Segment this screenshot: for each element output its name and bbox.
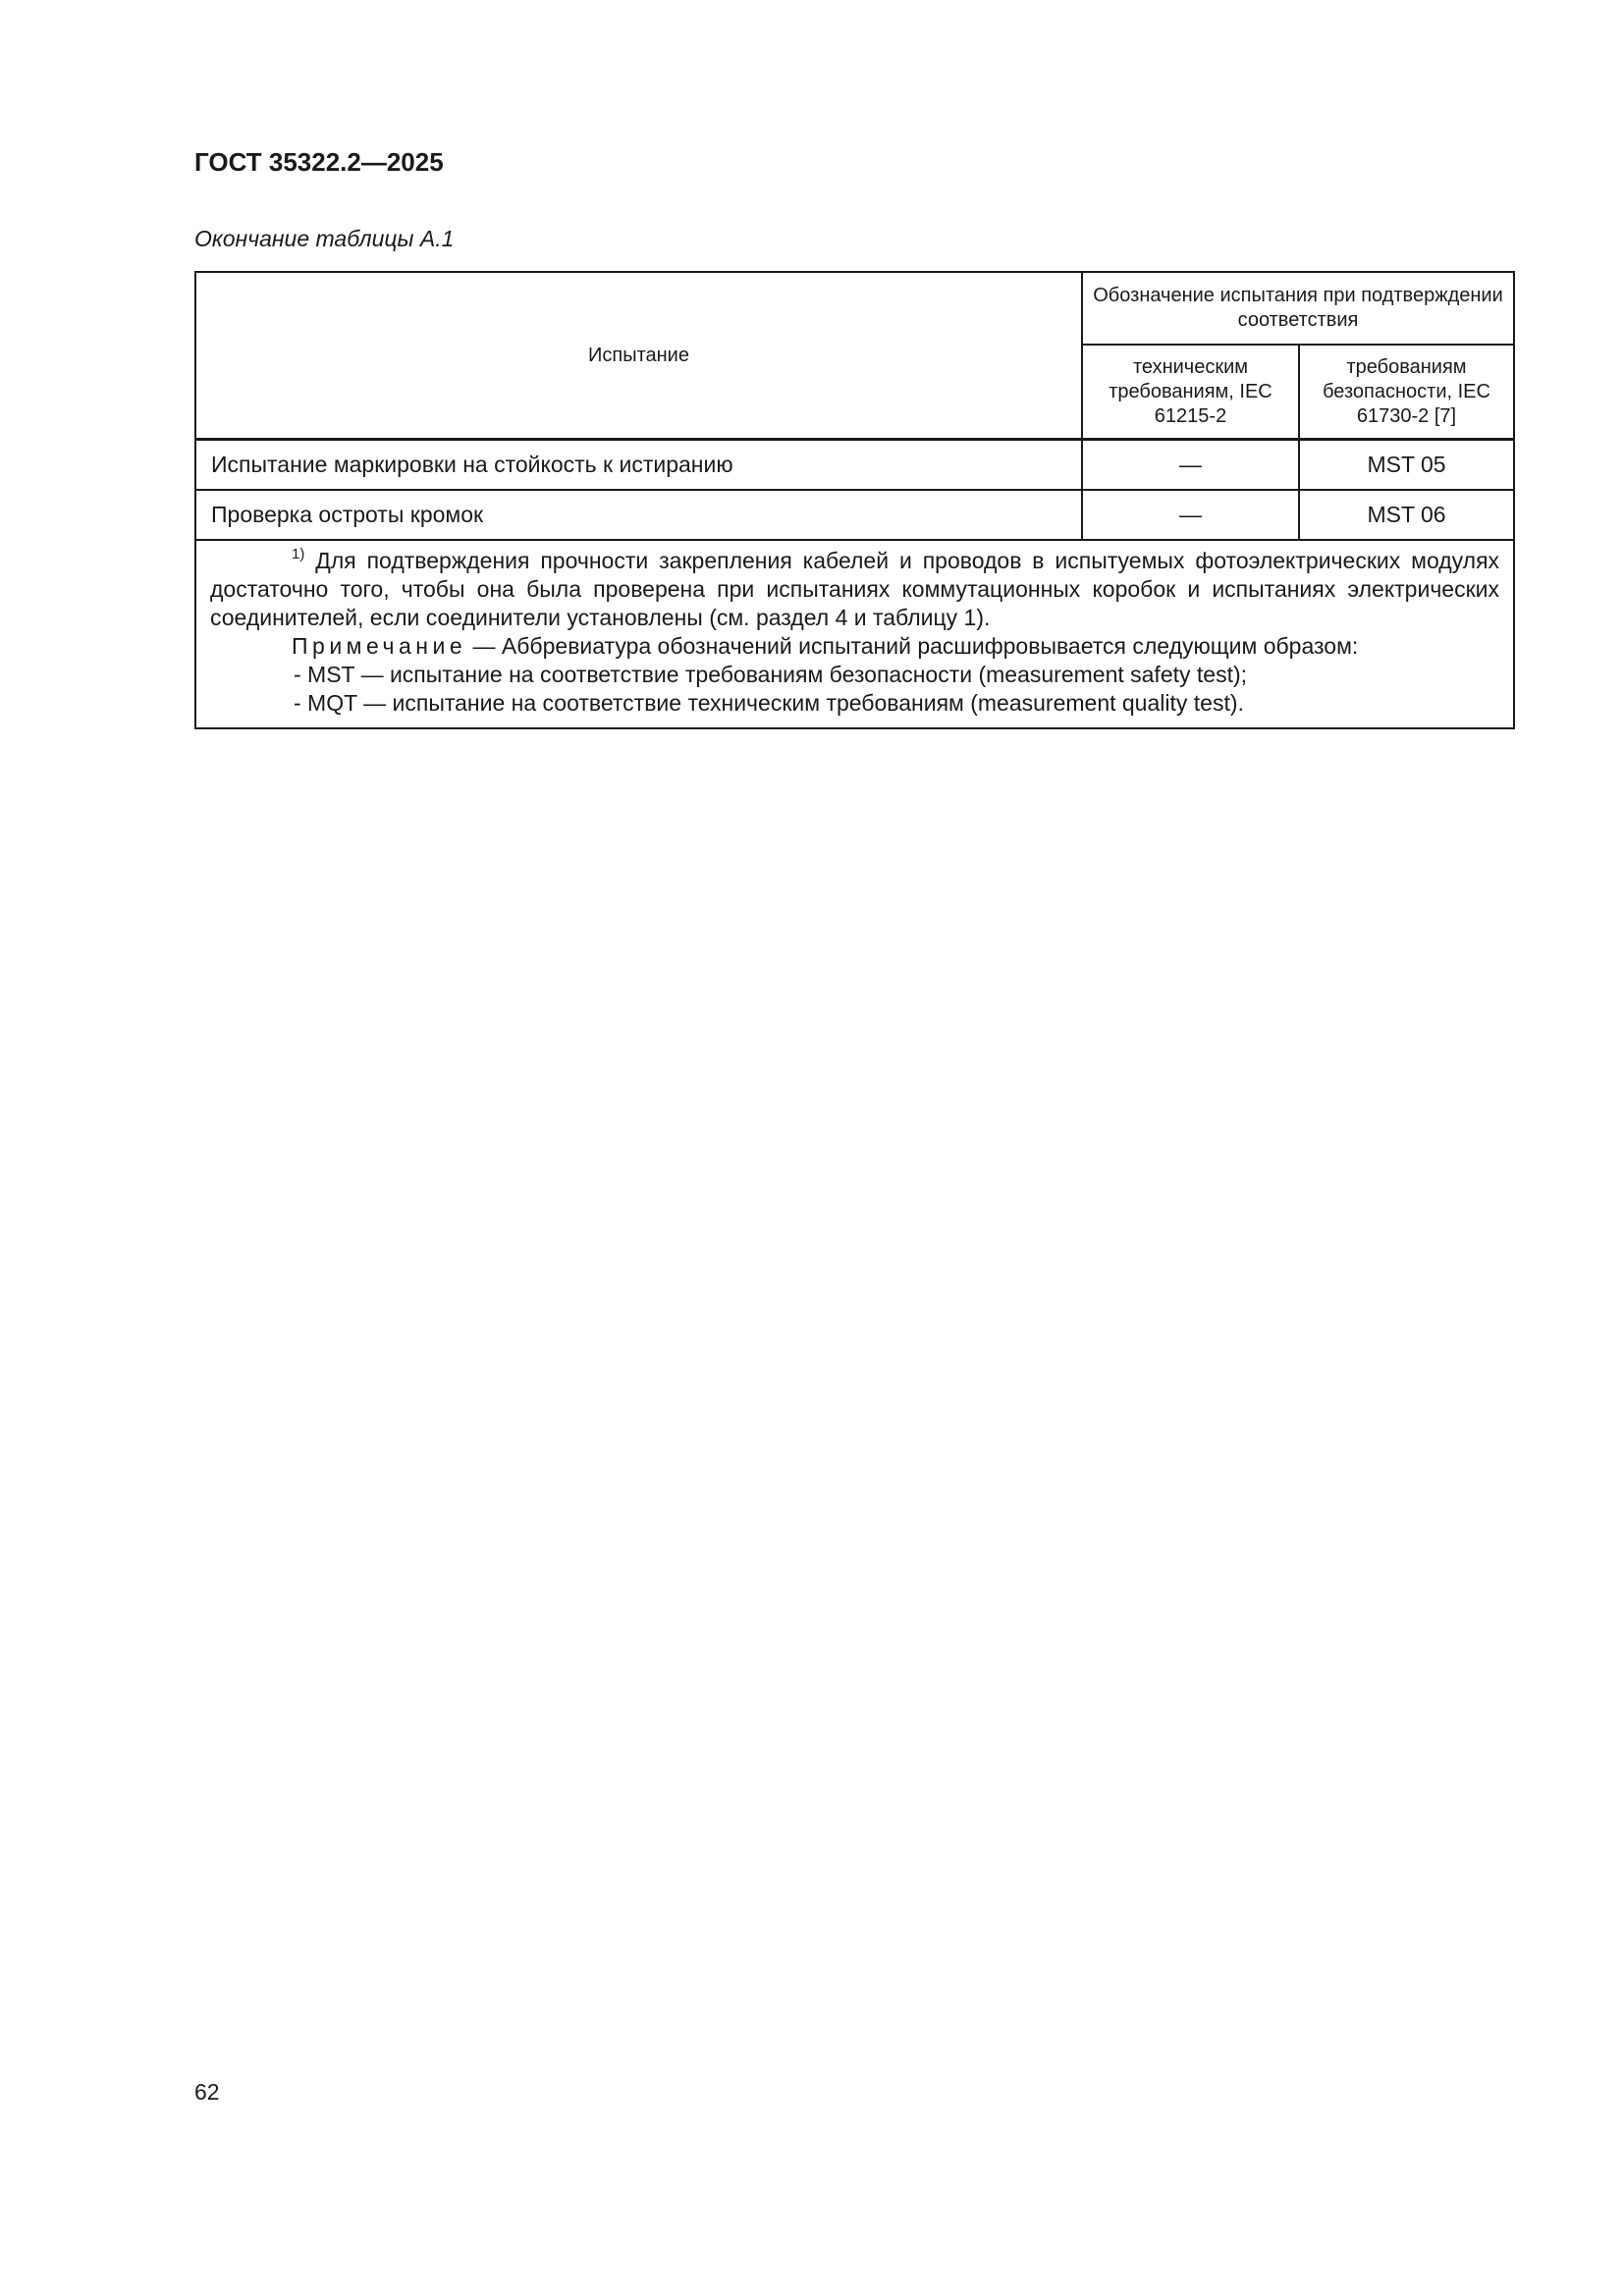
safety-code: MST 06 bbox=[1299, 490, 1514, 540]
header-designation: Обозначение испытания при подтверждении соответствия bbox=[1082, 272, 1514, 345]
note bbox=[210, 632, 1499, 661]
note-text: — Аббревиатура обозначений испытаний расшифровывается следующим образом: bbox=[466, 633, 1359, 659]
footnote-marker: 1) bbox=[292, 546, 305, 562]
document-code: ГОСТ 35322.2—2025 bbox=[194, 147, 444, 177]
header-safety: требованиям безопасности, IEC 61730-2 [7] bbox=[1299, 345, 1514, 439]
footnote-text: Для подтверждения прочности закрепления кабелей и проводов в испытуемых фотоэлектрических модулях достаточно того, чтобы она была проверена при испытаниях коммутационных коробок и испытаниях электрических соединителей, если соединители установлены (см. раздел 4 и таблицу 1). bbox=[210, 548, 1500, 630]
safety-code: MST 05 bbox=[1299, 440, 1514, 491]
table-row bbox=[195, 490, 1514, 540]
technical-code: — bbox=[1082, 490, 1299, 540]
tests-table bbox=[194, 271, 1515, 729]
technical-code: — bbox=[1082, 440, 1299, 491]
table-footnotes bbox=[195, 540, 1514, 728]
note-label: Примечание bbox=[292, 633, 467, 659]
table-caption: Окончание таблицы А.1 bbox=[194, 226, 455, 251]
list-item: - MQT — испытание на соответствие техническим требованиям (measurement quality test). bbox=[294, 690, 1244, 716]
table-row bbox=[195, 440, 1514, 491]
page-number: 62 bbox=[194, 2079, 220, 2105]
list-item: - MST — испытание на соответствие требованиям безопасности (measurement safety test); bbox=[294, 662, 1248, 687]
footnote bbox=[210, 547, 1499, 632]
header-technical: техническим требованиям, IEC 61215-2 bbox=[1082, 345, 1299, 439]
test-name: Проверка остроты кромок bbox=[195, 490, 1082, 540]
test-name: Испытание маркировки на стойкость к истиранию bbox=[195, 440, 1082, 491]
header-test: Испытание bbox=[195, 272, 1082, 440]
abbreviation-list bbox=[210, 661, 1499, 718]
